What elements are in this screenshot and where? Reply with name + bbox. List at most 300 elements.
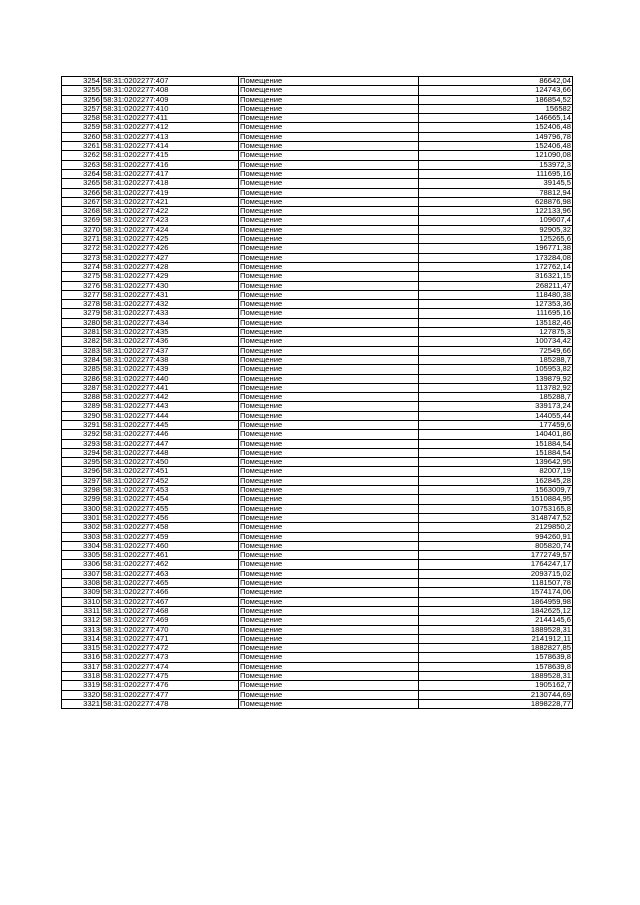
cadastral-number-cell: 58:31:0202277:456 [102, 513, 239, 522]
object-type-cell: Помещение [239, 644, 419, 653]
object-type-cell: Помещение [239, 625, 419, 634]
cadastral-number-cell: 58:31:0202277:459 [102, 532, 239, 541]
object-type-cell: Помещение [239, 207, 419, 216]
table-row [62, 430, 573, 439]
object-type-cell: Помещение [239, 300, 419, 309]
cadastral-value-cell: 78812,94 [419, 188, 573, 197]
cadastral-number-cell: 58:31:0202277:440 [102, 374, 239, 383]
cadastral-number-cell: 58:31:0202277:407 [102, 77, 239, 86]
object-type-cell: Помещение [239, 532, 419, 541]
table-row [62, 216, 573, 225]
cadastral-value-cell: 1563009,7 [419, 486, 573, 495]
object-type-cell: Помещение [239, 458, 419, 467]
cadastral-value-cell: 127875,3 [419, 328, 573, 337]
object-type-cell: Помещение [239, 681, 419, 690]
cadastral-number-cell: 58:31:0202277:452 [102, 476, 239, 485]
row-number-cell: 3310 [62, 597, 102, 606]
row-number-cell: 3255 [62, 86, 102, 95]
object-type-cell: Помещение [239, 142, 419, 151]
cadastral-value-cell: 1764247,17 [419, 560, 573, 569]
cadastral-number-cell: 58:31:0202277:408 [102, 86, 239, 95]
table-row [62, 207, 573, 216]
cadastral-number-cell: 58:31:0202277:432 [102, 300, 239, 309]
object-type-cell: Помещение [239, 244, 419, 253]
cadastral-value-cell: 1578639,8 [419, 653, 573, 662]
object-type-cell: Помещение [239, 197, 419, 206]
row-number-cell: 3314 [62, 634, 102, 643]
row-number-cell: 3271 [62, 235, 102, 244]
row-number-cell: 3290 [62, 411, 102, 420]
cadastral-value-cell: 172762,14 [419, 262, 573, 271]
table-row [62, 197, 573, 206]
cadastral-number-cell: 58:31:0202277:425 [102, 235, 239, 244]
row-number-cell: 3285 [62, 365, 102, 374]
row-number-cell: 3268 [62, 207, 102, 216]
cadastral-value-cell: 135182,46 [419, 318, 573, 327]
object-type-cell: Помещение [239, 495, 419, 504]
row-number-cell: 3307 [62, 569, 102, 578]
table-row [62, 653, 573, 662]
row-number-cell: 3300 [62, 504, 102, 513]
cadastral-value-cell: 1842625,12 [419, 606, 573, 615]
cadastral-number-cell: 58:31:0202277:447 [102, 439, 239, 448]
cadastral-number-cell: 58:31:0202277:412 [102, 123, 239, 132]
cadastral-number-cell: 58:31:0202277:437 [102, 346, 239, 355]
cadastral-value-cell: 82007,19 [419, 467, 573, 476]
object-type-cell: Помещение [239, 355, 419, 364]
row-number-cell: 3320 [62, 690, 102, 699]
cadastral-value-cell: 628876,98 [419, 197, 573, 206]
object-type-cell: Помещение [239, 132, 419, 141]
table-row [62, 625, 573, 634]
row-number-cell: 3269 [62, 216, 102, 225]
row-number-cell: 3312 [62, 616, 102, 625]
cadastral-value-cell: 111695,16 [419, 169, 573, 178]
cadastral-value-cell: 139879,92 [419, 374, 573, 383]
table-row [62, 467, 573, 476]
cadastral-value-cell: 144055,44 [419, 411, 573, 420]
row-number-cell: 3264 [62, 169, 102, 178]
object-type-cell: Помещение [239, 77, 419, 86]
table-row [62, 86, 573, 95]
cadastral-number-cell: 58:31:0202277:415 [102, 151, 239, 160]
object-type-cell: Помещение [239, 383, 419, 392]
object-type-cell: Помещение [239, 597, 419, 606]
object-type-cell: Помещение [239, 486, 419, 495]
object-type-cell: Помещение [239, 151, 419, 160]
cadastral-value-cell: 1889528,31 [419, 625, 573, 634]
object-type-cell: Помещение [239, 235, 419, 244]
object-type-cell: Помещение [239, 169, 419, 178]
cadastral-value-cell: 124743,66 [419, 86, 573, 95]
cadastral-value-cell: 185288,7 [419, 355, 573, 364]
cadastral-value-cell: 118480,38 [419, 290, 573, 299]
cadastral-value-cell: 152406,48 [419, 123, 573, 132]
cadastral-number-cell: 58:31:0202277:451 [102, 467, 239, 476]
table-row [62, 262, 573, 271]
table-row [62, 504, 573, 513]
row-number-cell: 3316 [62, 653, 102, 662]
row-number-cell: 3282 [62, 337, 102, 346]
object-type-cell: Помещение [239, 402, 419, 411]
cadastral-value-cell: 177459,6 [419, 420, 573, 429]
cadastral-value-cell: 2141912,11 [419, 634, 573, 643]
object-type-cell: Помещение [239, 123, 419, 132]
table-row [62, 337, 573, 346]
row-number-cell: 3263 [62, 160, 102, 169]
object-type-cell: Помещение [239, 309, 419, 318]
cadastral-number-cell: 58:31:0202277:413 [102, 132, 239, 141]
cadastral-number-cell: 58:31:0202277:426 [102, 244, 239, 253]
table-row [62, 290, 573, 299]
cadastral-value-cell: 1510884,95 [419, 495, 573, 504]
object-type-cell: Помещение [239, 393, 419, 402]
cadastral-value-cell: 72549,66 [419, 346, 573, 355]
row-number-cell: 3262 [62, 151, 102, 160]
cadastral-number-cell: 58:31:0202277:441 [102, 383, 239, 392]
row-number-cell: 3275 [62, 272, 102, 281]
cadastral-number-cell: 58:31:0202277:438 [102, 355, 239, 364]
object-type-cell: Помещение [239, 346, 419, 355]
table-row [62, 541, 573, 550]
object-type-cell: Помещение [239, 579, 419, 588]
cadastral-value-cell: 339173,24 [419, 402, 573, 411]
cadastral-number-cell: 58:31:0202277:470 [102, 625, 239, 634]
table-row [62, 244, 573, 253]
table-row [62, 318, 573, 327]
table-row [62, 551, 573, 560]
object-type-cell: Помещение [239, 114, 419, 123]
table-row [62, 523, 573, 532]
cadastral-number-cell: 58:31:0202277:416 [102, 160, 239, 169]
cadastral-number-cell: 58:31:0202277:448 [102, 448, 239, 457]
cadastral-number-cell: 58:31:0202277:468 [102, 606, 239, 615]
object-type-cell: Помещение [239, 95, 419, 104]
cadastral-number-cell: 58:31:0202277:431 [102, 290, 239, 299]
row-number-cell: 3272 [62, 244, 102, 253]
table-row [62, 355, 573, 364]
cadastral-number-cell: 58:31:0202277:475 [102, 672, 239, 681]
row-number-cell: 3293 [62, 439, 102, 448]
cadastral-value-cell: 1578639,8 [419, 662, 573, 671]
row-number-cell: 3260 [62, 132, 102, 141]
table-row [62, 160, 573, 169]
property-table [61, 76, 573, 709]
table-row [62, 579, 573, 588]
table-row [62, 188, 573, 197]
cadastral-number-cell: 58:31:0202277:460 [102, 541, 239, 550]
cadastral-value-cell: 162845,28 [419, 476, 573, 485]
cadastral-number-cell: 58:31:0202277:471 [102, 634, 239, 643]
object-type-cell: Помещение [239, 365, 419, 374]
cadastral-value-cell: 1889528,31 [419, 672, 573, 681]
object-type-cell: Помещение [239, 606, 419, 615]
cadastral-value-cell: 2144145,6 [419, 616, 573, 625]
cadastral-number-cell: 58:31:0202277:467 [102, 597, 239, 606]
cadastral-value-cell: 2130744,69 [419, 690, 573, 699]
cadastral-number-cell: 58:31:0202277:422 [102, 207, 239, 216]
cadastral-number-cell: 58:31:0202277:419 [102, 188, 239, 197]
cadastral-value-cell: 151884,54 [419, 448, 573, 457]
object-type-cell: Помещение [239, 513, 419, 522]
cadastral-number-cell: 58:31:0202277:477 [102, 690, 239, 699]
cadastral-value-cell: 122133,96 [419, 207, 573, 216]
cadastral-value-cell: 127353,36 [419, 300, 573, 309]
table-row [62, 132, 573, 141]
cadastral-number-cell: 58:31:0202277:428 [102, 262, 239, 271]
cadastral-value-cell: 92905,32 [419, 225, 573, 234]
row-number-cell: 3277 [62, 290, 102, 299]
cadastral-value-cell: 151884,54 [419, 439, 573, 448]
row-number-cell: 3266 [62, 188, 102, 197]
cadastral-number-cell: 58:31:0202277:478 [102, 699, 239, 708]
cadastral-number-cell: 58:31:0202277:411 [102, 114, 239, 123]
table-row [62, 179, 573, 188]
cadastral-number-cell: 58:31:0202277:465 [102, 579, 239, 588]
object-type-cell: Помещение [239, 634, 419, 643]
cadastral-number-cell: 58:31:0202277:469 [102, 616, 239, 625]
row-number-cell: 3308 [62, 579, 102, 588]
row-number-cell: 3257 [62, 104, 102, 113]
row-number-cell: 3295 [62, 458, 102, 467]
cadastral-value-cell: 268211,47 [419, 281, 573, 290]
object-type-cell: Помещение [239, 216, 419, 225]
cadastral-value-cell: 805820,74 [419, 541, 573, 550]
row-number-cell: 3278 [62, 300, 102, 309]
table-row [62, 281, 573, 290]
cadastral-value-cell: 2129850,2 [419, 523, 573, 532]
cadastral-number-cell: 58:31:0202277:444 [102, 411, 239, 420]
table-row [62, 634, 573, 643]
table-row [62, 309, 573, 318]
table-row [62, 151, 573, 160]
row-number-cell: 3288 [62, 393, 102, 402]
row-number-cell: 3258 [62, 114, 102, 123]
cadastral-number-cell: 58:31:0202277:418 [102, 179, 239, 188]
row-number-cell: 3305 [62, 551, 102, 560]
cadastral-value-cell: 196771,38 [419, 244, 573, 253]
row-number-cell: 3254 [62, 77, 102, 86]
cadastral-number-cell: 58:31:0202277:454 [102, 495, 239, 504]
object-type-cell: Помещение [239, 551, 419, 560]
table-row [62, 588, 573, 597]
row-number-cell: 3311 [62, 606, 102, 615]
cadastral-value-cell: 994260,91 [419, 532, 573, 541]
row-number-cell: 3302 [62, 523, 102, 532]
cadastral-number-cell: 58:31:0202277:429 [102, 272, 239, 281]
cadastral-number-cell: 58:31:0202277:442 [102, 393, 239, 402]
object-type-cell: Помещение [239, 318, 419, 327]
table-row [62, 495, 573, 504]
row-number-cell: 3267 [62, 197, 102, 206]
cadastral-number-cell: 58:31:0202277:466 [102, 588, 239, 597]
row-number-cell: 3306 [62, 560, 102, 569]
cadastral-value-cell: 1181507,78 [419, 579, 573, 588]
cadastral-number-cell: 58:31:0202277:435 [102, 328, 239, 337]
cadastral-number-cell: 58:31:0202277:474 [102, 662, 239, 671]
table-row [62, 383, 573, 392]
table-row [62, 616, 573, 625]
cadastral-value-cell: 111695,16 [419, 309, 573, 318]
cadastral-number-cell: 58:31:0202277:421 [102, 197, 239, 206]
table-row [62, 597, 573, 606]
table-row [62, 142, 573, 151]
cadastral-number-cell: 58:31:0202277:423 [102, 216, 239, 225]
cadastral-value-cell: 156582 [419, 104, 573, 113]
cadastral-value-cell: 86642,04 [419, 77, 573, 86]
object-type-cell: Помещение [239, 86, 419, 95]
row-number-cell: 3304 [62, 541, 102, 550]
cadastral-number-cell: 58:31:0202277:445 [102, 420, 239, 429]
object-type-cell: Помещение [239, 588, 419, 597]
row-number-cell: 3280 [62, 318, 102, 327]
table-row [62, 420, 573, 429]
row-number-cell: 3317 [62, 662, 102, 671]
cadastral-value-cell: 113782,92 [419, 383, 573, 392]
table-row [62, 681, 573, 690]
row-number-cell: 3265 [62, 179, 102, 188]
table-row [62, 169, 573, 178]
row-number-cell: 3259 [62, 123, 102, 132]
cadastral-value-cell: 185288,7 [419, 393, 573, 402]
row-number-cell: 3284 [62, 355, 102, 364]
table-row [62, 690, 573, 699]
object-type-cell: Помещение [239, 662, 419, 671]
object-type-cell: Помещение [239, 179, 419, 188]
table-row [62, 448, 573, 457]
cadastral-number-cell: 58:31:0202277:463 [102, 569, 239, 578]
cadastral-number-cell: 58:31:0202277:414 [102, 142, 239, 151]
row-number-cell: 3318 [62, 672, 102, 681]
cadastral-value-cell: 3148747,52 [419, 513, 573, 522]
cadastral-value-cell: 10753165,8 [419, 504, 573, 513]
cadastral-value-cell: 109607,4 [419, 216, 573, 225]
row-number-cell: 3294 [62, 448, 102, 457]
cadastral-number-cell: 58:31:0202277:434 [102, 318, 239, 327]
row-number-cell: 3261 [62, 142, 102, 151]
cadastral-value-cell: 1882827,85 [419, 644, 573, 653]
table-row [62, 439, 573, 448]
cadastral-value-cell: 1864959,98 [419, 597, 573, 606]
cadastral-number-cell: 58:31:0202277:417 [102, 169, 239, 178]
table-row [62, 346, 573, 355]
cadastral-number-cell: 58:31:0202277:455 [102, 504, 239, 513]
cadastral-number-cell: 58:31:0202277:446 [102, 430, 239, 439]
object-type-cell: Помещение [239, 262, 419, 271]
row-number-cell: 3319 [62, 681, 102, 690]
object-type-cell: Помещение [239, 328, 419, 337]
row-number-cell: 3298 [62, 486, 102, 495]
table-row [62, 560, 573, 569]
table-row [62, 699, 573, 708]
cadastral-value-cell: 139642,95 [419, 458, 573, 467]
table-row [62, 486, 573, 495]
object-type-cell: Помещение [239, 439, 419, 448]
object-type-cell: Помещение [239, 699, 419, 708]
row-number-cell: 3286 [62, 374, 102, 383]
object-type-cell: Помещение [239, 569, 419, 578]
cadastral-value-cell: 173284,08 [419, 253, 573, 262]
row-number-cell: 3270 [62, 225, 102, 234]
table-row [62, 393, 573, 402]
table-row [62, 272, 573, 281]
cadastral-number-cell: 58:31:0202277:453 [102, 486, 239, 495]
row-number-cell: 3297 [62, 476, 102, 485]
object-type-cell: Помещение [239, 430, 419, 439]
table-row [62, 411, 573, 420]
table-row [62, 123, 573, 132]
object-type-cell: Помещение [239, 476, 419, 485]
row-number-cell: 3274 [62, 262, 102, 271]
table-row [62, 644, 573, 653]
object-type-cell: Помещение [239, 690, 419, 699]
cadastral-value-cell: 125265,6 [419, 235, 573, 244]
object-type-cell: Помещение [239, 290, 419, 299]
cadastral-value-cell: 2093715,02 [419, 569, 573, 578]
cadastral-value-cell: 1905162,7 [419, 681, 573, 690]
table-row [62, 402, 573, 411]
object-type-cell: Помещение [239, 541, 419, 550]
row-number-cell: 3301 [62, 513, 102, 522]
row-number-cell: 3289 [62, 402, 102, 411]
object-type-cell: Помещение [239, 225, 419, 234]
cadastral-value-cell: 121090,08 [419, 151, 573, 160]
cadastral-value-cell: 149796,78 [419, 132, 573, 141]
row-number-cell: 3299 [62, 495, 102, 504]
cadastral-number-cell: 58:31:0202277:433 [102, 309, 239, 318]
object-type-cell: Помещение [239, 653, 419, 662]
table-row [62, 114, 573, 123]
row-number-cell: 3291 [62, 420, 102, 429]
cadastral-number-cell: 58:31:0202277:409 [102, 95, 239, 104]
row-number-cell: 3283 [62, 346, 102, 355]
cadastral-number-cell: 58:31:0202277:461 [102, 551, 239, 560]
cadastral-value-cell: 153972,3 [419, 160, 573, 169]
object-type-cell: Помещение [239, 523, 419, 532]
table-row [62, 606, 573, 615]
table-row [62, 95, 573, 104]
table-row [62, 253, 573, 262]
cadastral-number-cell: 58:31:0202277:473 [102, 653, 239, 662]
cadastral-number-cell: 58:31:0202277:436 [102, 337, 239, 346]
object-type-cell: Помещение [239, 337, 419, 346]
cadastral-value-cell: 39145,5 [419, 179, 573, 188]
cadastral-number-cell: 58:31:0202277:476 [102, 681, 239, 690]
row-number-cell: 3313 [62, 625, 102, 634]
object-type-cell: Помещение [239, 448, 419, 457]
table-body [62, 77, 573, 709]
cadastral-value-cell: 152406,48 [419, 142, 573, 151]
table-row [62, 672, 573, 681]
cadastral-value-cell: 100734,42 [419, 337, 573, 346]
cadastral-value-cell: 1772749,57 [419, 551, 573, 560]
cadastral-number-cell: 58:31:0202277:427 [102, 253, 239, 262]
cadastral-number-cell: 58:31:0202277:458 [102, 523, 239, 532]
row-number-cell: 3276 [62, 281, 102, 290]
cadastral-number-cell: 58:31:0202277:472 [102, 644, 239, 653]
cadastral-number-cell: 58:31:0202277:430 [102, 281, 239, 290]
cadastral-value-cell: 146665,14 [419, 114, 573, 123]
row-number-cell: 3315 [62, 644, 102, 653]
cadastral-value-cell: 186854,52 [419, 95, 573, 104]
object-type-cell: Помещение [239, 281, 419, 290]
cadastral-number-cell: 58:31:0202277:410 [102, 104, 239, 113]
table-row [62, 104, 573, 113]
cadastral-value-cell: 316321,15 [419, 272, 573, 281]
cadastral-number-cell: 58:31:0202277:443 [102, 402, 239, 411]
table-row [62, 476, 573, 485]
cadastral-value-cell: 105953,82 [419, 365, 573, 374]
